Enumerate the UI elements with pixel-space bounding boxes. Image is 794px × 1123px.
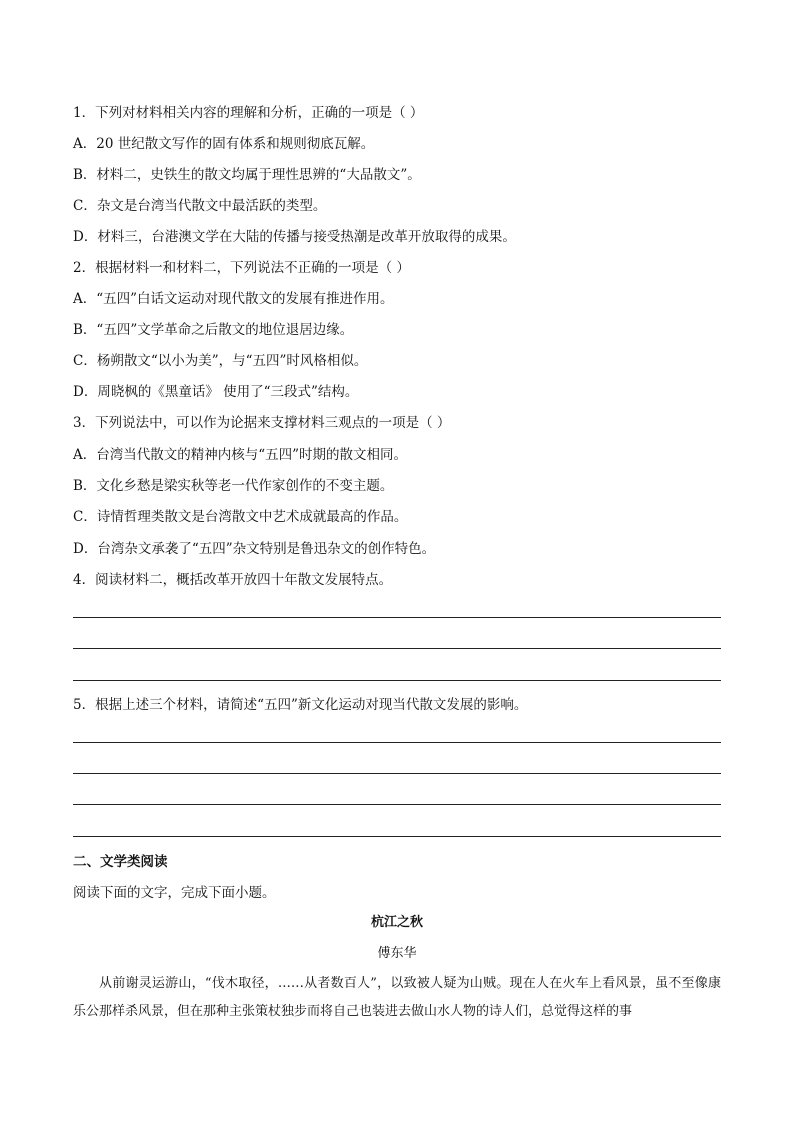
question-1-stem: 1．下列对材料相关内容的理解和分析，正确的一项是（ ） [73, 105, 424, 121]
question-4-stem: 4．阅读材料二，概括改革开放四十年散文发展特点。 [73, 572, 393, 588]
question-3-option-b: B．文化乡愁是梁实秋等老一代作家创作的不变主题。 [73, 478, 394, 494]
question-2-option-c: C．杨朔散文“以小为美”，与“五四”时风格相似。 [73, 353, 368, 369]
article-paragraph: 从前谢灵运游山，“伐木取径，……从者数百人”，以致被人疑为山贼。现在人在火车上看风景，虽不至像康乐公那样杀风景，但在那种主张策杖独步而将自己也装进去做山水人物的诗人们，总觉得这样的事 [73, 976, 721, 1019]
answer-line[interactable] [73, 836, 721, 837]
answer-line[interactable] [73, 742, 721, 743]
section-instruction: 阅读下面的文字，完成下面小题。 [73, 885, 276, 901]
question-3-option-a: A．台湾当代散文的精神内核与“五四”时期的散文相同。 [73, 447, 408, 463]
article-author: 傅东华 [377, 946, 417, 961]
answer-line[interactable] [73, 804, 721, 805]
section-heading: 二、文学类阅读 [73, 854, 168, 870]
question-3-stem: 3．下列说法中，可以作为论据来支撑材料三观点的一项是（ ） [73, 415, 451, 431]
answer-line[interactable] [73, 617, 721, 618]
answer-line[interactable] [73, 773, 721, 774]
question-2-option-d: D．周晓枫的《黑童话》 使用了“三段式”结构。 [73, 384, 359, 400]
answer-line[interactable] [73, 680, 721, 681]
question-1-option-a: A．20 世纪散文写作的固有体系和规则彻底瓦解。 [73, 136, 375, 152]
question-5-stem: 5．根据上述三个材料，请简述“五四”新文化运动对现当代散文发展的影响。 [73, 697, 528, 713]
question-3-option-d: D．台湾杂文承袭了“五四”杂文特别是鲁迅杂文的创作特色。 [73, 541, 436, 557]
article-title: 杭江之秋 [370, 915, 423, 930]
question-2-stem: 2．根据材料一和材料二，下列说法不正确的一项是（ ） [73, 260, 410, 276]
question-1-option-d: D．材料三，台港澳文学在大陆的传播与接受热潮是改革开放取得的成果。 [73, 229, 516, 245]
question-1-option-b: B．材料二，史铁生的散文均属于理性思辨的“大品散文”。 [73, 167, 421, 183]
answer-line[interactable] [73, 648, 721, 649]
question-2-option-b: B．“五四”文学革命之后散文的地位退居边缘。 [73, 322, 354, 338]
question-2-option-a: A．“五四”白话文运动对现代散文的发展有推进作用。 [73, 291, 394, 307]
question-3-option-c: C．诗情哲理类散文是台湾散文中艺术成就最高的作品。 [73, 509, 408, 525]
question-1-option-c: C．杂文是台湾当代散文中最活跃的类型。 [73, 198, 327, 214]
